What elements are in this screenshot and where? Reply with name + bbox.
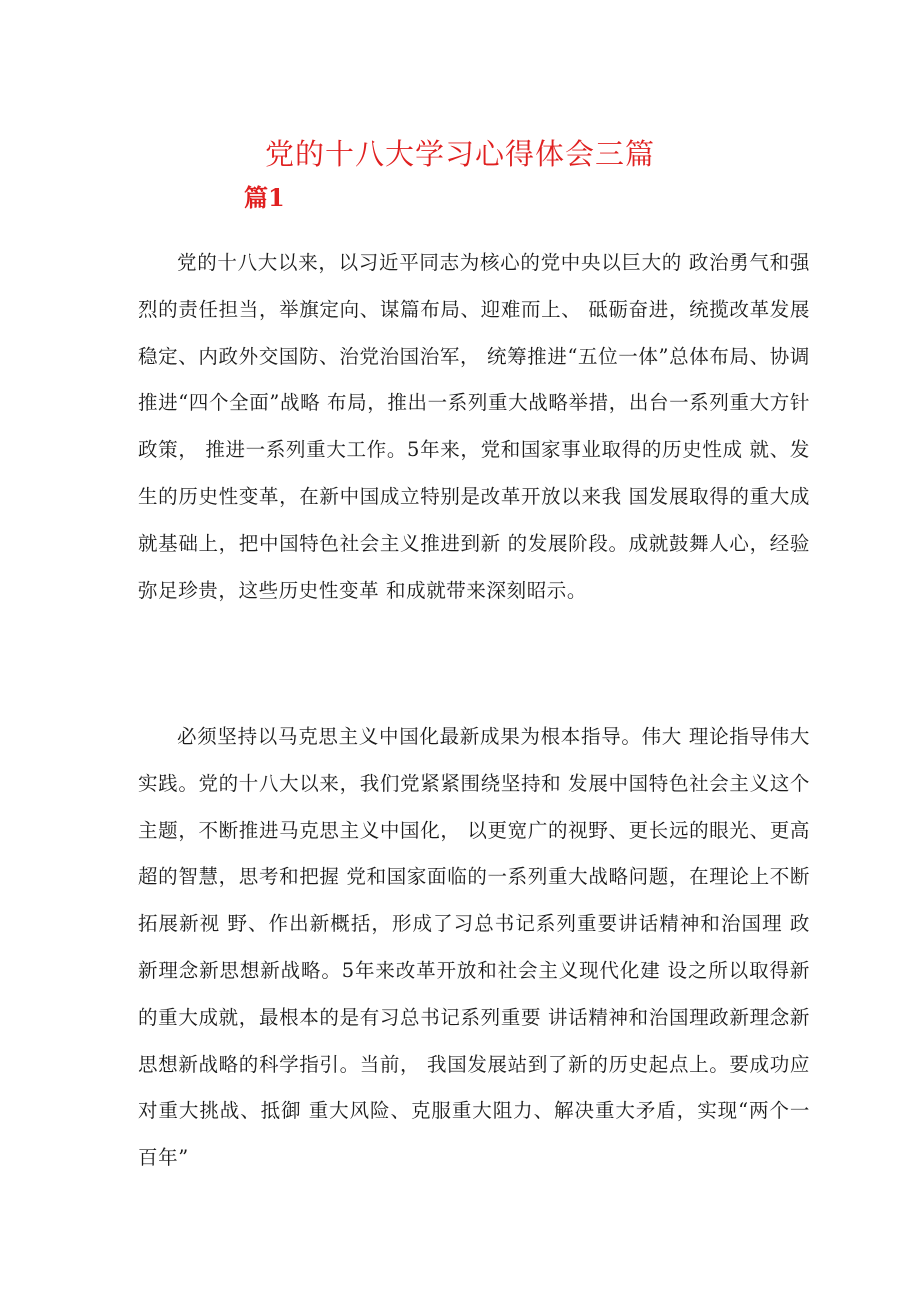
- section-heading: 篇1: [244, 183, 285, 212]
- document-title: 党的十八大学习心得体会三篇: [264, 137, 655, 171]
- body-paragraph-2: 必须坚持以马克思主义中国化最新成果为根本指导。伟大 理论指导伟大实践。党的十八大以来，我们党紧紧围绕坚持和 发展中国特色社会主义这个主题，不断推进马克思主义中国化， 以更宽广的视野、更长远的眼光、更高超的智慧，思考和把握 党和国家面临的一系列重大战略问题，在理论上不断拓展新视 野、作出新概括，形成了习总书记系列重要讲话精神和治国理 政新理念新思想新战略。5年来改革开放和社会主义现代化建 设之所以取得新的重大成就，最根本的是有习总书记系列重要 讲话精神和治国理政新理念新思想新战略的科学指引。当前， 我国发展站到了新的历史起点上。要成功应对重大挑战、抵御 重大风险、克服重大阻力、解决重大矛盾，实现“两个一百年”: [138, 725, 810, 1170]
- body-paragraph-1: 党的十八大以来，以习近平同志为核心的党中央以巨大的 政治勇气和强烈的责任担当，举旗定向、谋篇布局、迎难而上、 砥砺奋进，统揽改革发展稳定、内政外交国防、治党治国治军， 统筹推进“五位一体”总体布局、协调推进“四个全面”战略 布局，推出一系列重大战略举措，出台一系列重大方针政策， 推进一系列重大工作。5年来，党和国家事业取得的历史性成 就、发生的历史性变革，在新中国成立特别是改革开放以来我 国发展取得的重大成就基础上，把中国特色社会主义推进到新 的发展阶段。成就鼓舞人心，经验弥足珍贵，这些历史性变革 和成就带来深刻昭示。: [138, 251, 810, 602]
